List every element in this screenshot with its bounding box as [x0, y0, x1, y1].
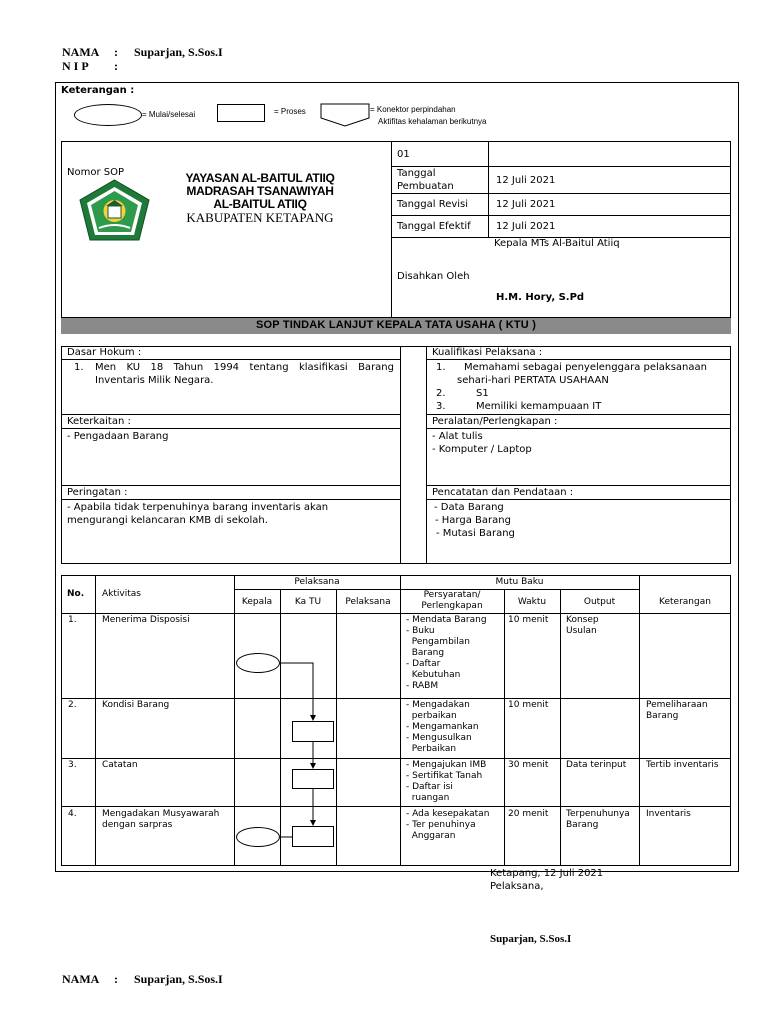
footer-nama-value: Suparjan, S.Sos.I [134, 972, 223, 986]
col-header-kepala: Kepala [241, 597, 273, 607]
kualifikasi-item-cont: sehari-hari PERTATA USAHAAN [457, 375, 609, 386]
col-header-mutu-group: Mutu Baku [495, 577, 544, 587]
nip-label: N I P [62, 59, 89, 73]
kualifikasi-label: Kualifikasi Pelaksana : [432, 347, 543, 358]
signature-role: Pelaksana, [490, 881, 544, 892]
col-header-output: Output [583, 597, 616, 607]
row1-output: Konsep Usulan [566, 615, 599, 636]
row2-aktivitas: Kondisi Barang [102, 700, 170, 710]
signature-place-date: Ketapang, 12 Juli 2021 [490, 868, 604, 879]
footer-nama-row [62, 972, 223, 987]
row2-persyaratan: - Mengadakan perbaikan - Mengamankan - Mengusulkan Perbaikan [406, 700, 479, 754]
kualifikasi-item: 1. Memahami sebagai penyelenggara pelaksanaan [436, 362, 707, 373]
tanggal-revisi-value: 12 Juli 2021 [496, 199, 556, 210]
col-header-keterangan: Keterangan [659, 597, 711, 607]
disahkan-label: Disahkan Oleh [397, 271, 470, 282]
col-header-aktivitas: Aktivitas [102, 589, 141, 599]
col-header-katu: Ka TU [294, 597, 322, 607]
nip-colon: : [114, 59, 118, 73]
pencatatan-item: - Mutasi Barang [436, 528, 515, 539]
row1-persyaratan: - Mendata Barang - Buku Pengambilan Barang - Daftar Kebutuhan - RABM [406, 615, 487, 691]
disahkan-nama: H.M. Hory, S.Pd [496, 292, 585, 303]
pencatatan-item: - Harga Barang [435, 515, 511, 526]
peringatan-line1: - Apabila tidak terpenuhinya barang inventaris akan [67, 502, 329, 513]
footer-nama-label: NAMA [62, 972, 100, 986]
peringatan-line2: mengurangi kelancaran KMB di sekolah. [67, 515, 268, 526]
peralatan-item: - Komputer / Laptop [432, 444, 532, 455]
tanggal-pembuatan-value: 12 Juli 2021 [496, 175, 556, 186]
col-header-persyaratan: Persyaratan/ Perlengkapan [421, 590, 483, 611]
dasar-hukum-num: 1. [74, 362, 84, 373]
row4-no: 4. [68, 809, 77, 819]
row1-aktivitas: Menerima Disposisi [102, 615, 190, 625]
legend-konektor-line1: = Konektor perpindahan [370, 105, 456, 114]
dasar-hukum-label: Dasar Hokum : [67, 347, 142, 358]
pencatatan-item: - Data Barang [434, 502, 504, 513]
tanggal-pembuatan-label: Tanggal Pembuatan [397, 168, 454, 192]
row4-keterangan: Inventaris [646, 809, 691, 819]
peringatan-label: Peringatan : [67, 487, 128, 498]
row4-aktivitas: Mengadakan Musyawarah dengan sarpras [102, 809, 220, 830]
org-line3: AL-BAITUL ATIIQ [213, 197, 307, 211]
pencatatan-label: Pencatatan dan Pendataan : [432, 487, 574, 498]
row2-keterangan: Pemeliharaan Barang [646, 700, 708, 721]
sop-title: SOP TINDAK LANJUT KEPALA TATA USAHA ( KTU ) [255, 319, 537, 331]
tanggal-efektif-value: 12 Juli 2021 [496, 221, 556, 232]
keterkaitan-label: Keterkaitan : [67, 416, 131, 427]
peralatan-item: - Alat tulis [432, 431, 483, 442]
nama-value: Suparjan, S.Sos.I [134, 45, 223, 59]
kualifikasi-item: 2. S1 [436, 388, 489, 399]
kualifikasi-item: 3. Memiliki kemampuaan IT [436, 401, 602, 412]
row3-persyaratan: - Mengajukan IMB - Sertifikat Tanah - Daftar isi ruangan [406, 760, 487, 803]
legend-proses: = Proses [274, 107, 306, 116]
org-line1: YAYASAN AL-BAITUL ATIIQ [185, 171, 335, 185]
row4-output: Terpenuhunya Barang [566, 809, 630, 830]
legend-title: Keterangan : [61, 85, 135, 96]
legend-konektor-line2: Aktifitas kehalaman berikutnya [378, 117, 487, 126]
row3-output: Data terinput [566, 760, 627, 770]
disahkan-jabatan: Kepala MTs Al-Baitul Atiiq [494, 238, 620, 249]
tanggal-revisi-label: Tanggal Revisi [397, 199, 469, 210]
row4-waktu: 20 menit [508, 809, 549, 819]
keterkaitan-item: - Pengadaan Barang [67, 431, 169, 442]
org-line2: MADRASAH TSANAWIYAH [186, 184, 334, 198]
row2-no: 2. [68, 700, 77, 710]
flow-arrow-1 [280, 663, 313, 720]
row4-persyaratan: - Ada kesepakatan - Ter penuhinya Anggaran [406, 809, 490, 841]
nomor-sop-label: Nomor SOP [67, 167, 124, 178]
row1-waktu: 10 menit [508, 615, 549, 625]
legend-mulai-selesai: = Mulai/selesai [142, 110, 196, 119]
row3-aktivitas: Catatan [102, 760, 138, 770]
tanggal-efektif-label: Tanggal Efektif [397, 221, 471, 232]
row1-no: 1. [68, 615, 77, 625]
peralatan-label: Peralatan/Perlengkapan : [432, 416, 558, 427]
row3-no: 3. [68, 760, 77, 770]
row2-waktu: 10 menit [508, 700, 549, 710]
col-header-pelaksana-group: Pelaksana [294, 577, 340, 587]
col-header-pelaksana: Pelaksana [345, 597, 391, 607]
nomor-value: 01 [397, 149, 410, 160]
org-line4: KABUPATEN KETAPANG [186, 210, 334, 225]
nama-label: NAMA [62, 45, 100, 59]
col-header-no: No. [67, 589, 85, 599]
col-header-waktu: Waktu [517, 597, 547, 607]
signature-name: Suparjan, S.Sos.I [490, 933, 572, 945]
nama-colon: : [114, 45, 118, 59]
row3-keterangan: Tertib inventaris [646, 760, 719, 770]
row3-waktu: 30 menit [508, 760, 549, 770]
dasar-hukum-text: Men KU 18 Tahun 1994 tentang klasifikasi Barang Inventaris Milik Negara. [95, 362, 394, 386]
footer-nama-colon: : [114, 972, 118, 986]
